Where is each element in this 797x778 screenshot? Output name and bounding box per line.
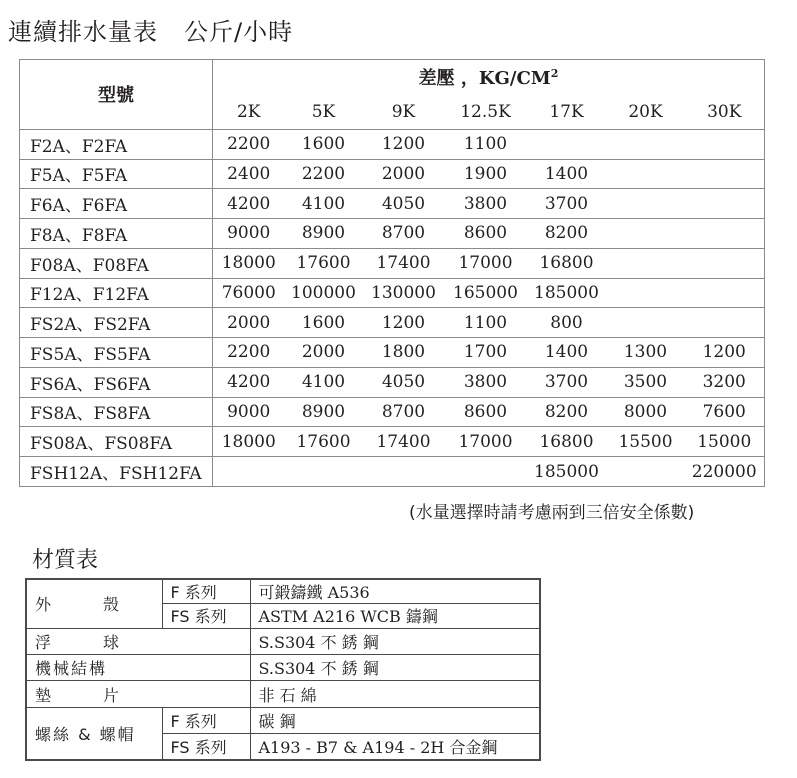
series-cell-body-fs: FS 系列 [162, 604, 250, 628]
model-cell: FSH12A、FSH12FA [20, 457, 213, 487]
model-cell: F2A、F2FA [20, 129, 213, 159]
value-cell: 3700 [527, 189, 607, 219]
value-cell [685, 308, 765, 338]
value-cell: 3500 [607, 367, 685, 397]
series-cell-bolts-fs: FS 系列 [162, 734, 250, 760]
series-cell-body-f: F 系列 [162, 579, 250, 604]
value-cell: 2000 [285, 338, 363, 368]
value-cell: 1900 [445, 159, 527, 189]
value-cell [685, 189, 765, 219]
value-cell: 1400 [527, 159, 607, 189]
value-cell [607, 278, 685, 308]
pressure-column-header: 5K [285, 94, 363, 129]
value-cell: 8900 [285, 397, 363, 427]
model-cell: FS2A、FS2FA [20, 308, 213, 338]
value-cell: 1600 [285, 308, 363, 338]
table-row [20, 129, 765, 159]
page-title [8, 12, 293, 47]
value-cell: 2200 [285, 159, 363, 189]
value-cell: 2200 [213, 338, 285, 368]
value-cell [685, 129, 765, 159]
value-cell: 8200 [527, 397, 607, 427]
value-cell [213, 457, 285, 487]
material-cell-mechanism: S.S304 不 銹 鋼 [250, 655, 540, 681]
value-cell [685, 248, 765, 278]
value-cell: 17000 [445, 248, 527, 278]
value-cell [607, 189, 685, 219]
value-cell: 1800 [363, 338, 445, 368]
value-cell [607, 248, 685, 278]
value-cell: 17600 [285, 248, 363, 278]
value-cell [685, 219, 765, 249]
pressure-column-header: 12.5K [445, 94, 527, 129]
model-cell: FS08A、FS08FA [20, 427, 213, 457]
safety-note: (水量選擇時請考慮兩到三倍安全係數) [409, 503, 695, 523]
value-cell [445, 457, 527, 487]
model-cell: FS5A、FS5FA [20, 338, 213, 368]
model-cell: F8A、F8FA [20, 219, 213, 249]
part-cell-body: 外 殼 [26, 579, 162, 628]
material-cell-bolts-f: 碳 鋼 [250, 707, 540, 733]
value-cell: 165000 [445, 278, 527, 308]
value-cell: 18000 [213, 248, 285, 278]
table-row [20, 308, 765, 338]
value-cell: 9000 [213, 219, 285, 249]
value-cell: 220000 [685, 457, 765, 487]
value-cell: 17000 [445, 427, 527, 457]
value-cell: 4100 [285, 367, 363, 397]
value-cell [607, 159, 685, 189]
table-row [20, 457, 765, 487]
value-cell: 15500 [607, 427, 685, 457]
materials-table [25, 578, 541, 761]
value-cell: 3800 [445, 367, 527, 397]
value-cell: 1200 [363, 129, 445, 159]
value-cell [607, 457, 685, 487]
value-cell [607, 308, 685, 338]
table-row [20, 189, 765, 219]
pressure-column-header: 20K [607, 94, 685, 129]
value-cell: 18000 [213, 427, 285, 457]
value-cell: 17400 [363, 248, 445, 278]
value-cell: 8700 [363, 219, 445, 249]
value-cell [685, 278, 765, 308]
model-cell: FS8A、FS8FA [20, 397, 213, 427]
material-cell-float: S.S304 不 銹 鋼 [250, 628, 540, 654]
value-cell: 1600 [285, 129, 363, 159]
value-cell [607, 219, 685, 249]
value-cell: 8900 [285, 219, 363, 249]
material-cell-bolts-fs: A193 - B7 & A194 - 2H 合金鋼 [250, 734, 540, 760]
value-cell: 4200 [213, 367, 285, 397]
value-cell: 15000 [685, 427, 765, 457]
value-cell: 2000 [213, 308, 285, 338]
material-cell-body-f: 可鍛鑄鐵 A536 [250, 579, 540, 604]
value-cell: 1100 [445, 308, 527, 338]
value-cell: 2000 [363, 159, 445, 189]
model-cell: F5A、F5FA [20, 159, 213, 189]
value-cell: 3200 [685, 367, 765, 397]
model-cell: FS6A、FS6FA [20, 367, 213, 397]
value-cell: 1700 [445, 338, 527, 368]
series-cell-bolts-f: F 系列 [162, 707, 250, 733]
table-row [20, 397, 765, 427]
value-cell: 4100 [285, 189, 363, 219]
part-cell-gasket: 墊 片 [26, 681, 250, 707]
pressure-header-text: 差壓 ，KG/CM [418, 68, 551, 90]
value-cell: 1300 [607, 338, 685, 368]
table-row [20, 367, 765, 397]
part-cell-float: 浮 球 [26, 628, 250, 654]
value-cell: 2400 [213, 159, 285, 189]
table-row [20, 219, 765, 249]
value-cell: 4200 [213, 189, 285, 219]
value-cell: 1400 [527, 338, 607, 368]
value-cell: 185000 [527, 278, 607, 308]
value-cell: 8600 [445, 219, 527, 249]
value-cell: 16800 [527, 427, 607, 457]
pressure-column-header: 30K [685, 94, 765, 129]
discharge-table [19, 59, 765, 487]
value-cell [285, 457, 363, 487]
pressure-column-header: 9K [363, 94, 445, 129]
table-row [20, 427, 765, 457]
part-cell-bolts: 螺絲 & 螺帽 [26, 707, 162, 760]
table-row [20, 278, 765, 308]
material-cell-body-fs: ASTM A216 WCB 鑄鋼 [250, 604, 540, 628]
pressure-header-superscript: 2 [550, 67, 559, 81]
pressure-header [213, 60, 765, 95]
value-cell: 7600 [685, 397, 765, 427]
value-cell: 8000 [607, 397, 685, 427]
model-cell: F08A、F08FA [20, 248, 213, 278]
unit-text: 公斤/小時 [184, 18, 294, 46]
value-cell: 16800 [527, 248, 607, 278]
value-cell: 100000 [285, 278, 363, 308]
value-cell: 8200 [527, 219, 607, 249]
value-cell: 76000 [213, 278, 285, 308]
title-text: 連續排水量表 [8, 18, 158, 46]
model-cell: F12A、F12FA [20, 278, 213, 308]
value-cell: 800 [527, 308, 607, 338]
value-cell: 8600 [445, 397, 527, 427]
value-cell: 17400 [363, 427, 445, 457]
pressure-column-header: 17K [527, 94, 607, 129]
table-row [20, 248, 765, 278]
value-cell: 1100 [445, 129, 527, 159]
value-cell: 8700 [363, 397, 445, 427]
value-cell: 1200 [363, 308, 445, 338]
value-cell: 185000 [527, 457, 607, 487]
table-row [20, 159, 765, 189]
value-cell: 130000 [363, 278, 445, 308]
pressure-column-header: 2K [213, 94, 285, 129]
value-cell: 3800 [445, 189, 527, 219]
value-cell: 3700 [527, 367, 607, 397]
materials-title: 材質表 [32, 548, 99, 573]
value-cell: 4050 [363, 367, 445, 397]
model-cell: F6A、F6FA [20, 189, 213, 219]
value-cell [607, 129, 685, 159]
value-cell: 9000 [213, 397, 285, 427]
value-cell: 4050 [363, 189, 445, 219]
value-cell: 1200 [685, 338, 765, 368]
part-cell-mechanism: 機械結構 [26, 655, 250, 681]
value-cell: 17600 [285, 427, 363, 457]
table-row [20, 338, 765, 368]
value-cell [527, 129, 607, 159]
model-header: 型號 [20, 60, 213, 130]
material-cell-gasket: 非 石 綿 [250, 681, 540, 707]
value-cell: 2200 [213, 129, 285, 159]
value-cell [685, 159, 765, 189]
value-cell [363, 457, 445, 487]
